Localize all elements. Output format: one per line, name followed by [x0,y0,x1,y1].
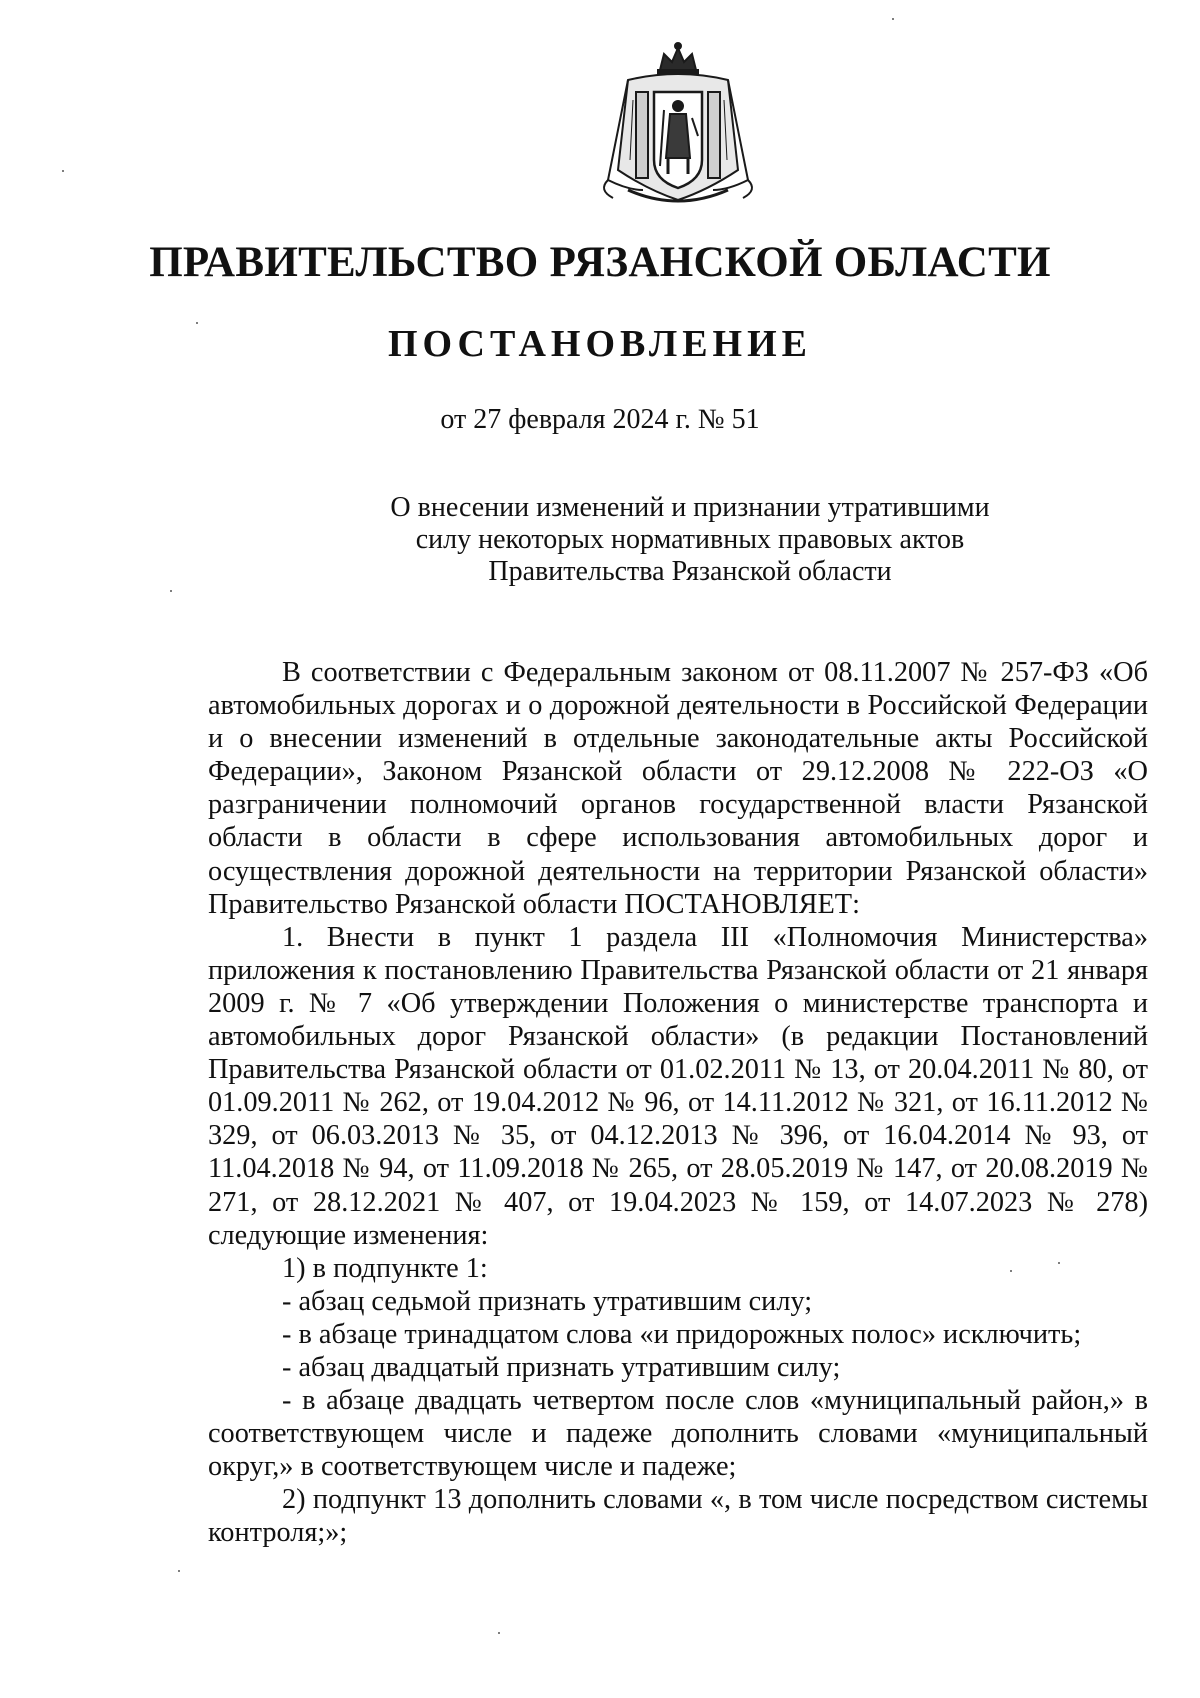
subject-line: Правительства Рязанской области [488,556,892,587]
scan-speck [170,590,172,592]
scan-speck [1058,1262,1060,1264]
subject-line: О внесении изменений и признании утратившими [390,492,990,523]
scan-speck [1010,1270,1012,1272]
document-type: ПОСТАНОВЛЕНИЕ [387,323,813,365]
preamble-paragraph: В соответствии с Федеральным законом от 08.11.2007 № 257-ФЗ «Об автомобильных дорогах и о дорожной деятельности в Российской Федерации и о внесении изменений в отдельные законодательные акты Российской Федерации», Законом Рязанской области от 29.12.2008 № 222-ОЗ «О разграничении полномочий органов государственной власти Рязанской области в области в сфере использования автомобильных дорог и осуществления дорожной деятельности на территории Рязанской области» Правительство Рязанской области ПОСТАНОВЛЯЕТ: [208,657,1148,920]
subclause-1-heading: 1) в подпункте 1: [282,1252,488,1284]
ryazan-coat-of-arms-icon [588,40,768,220]
document-subject [310,492,1070,588]
authority-title: ПРАВИТЕЛЬСТВО РЯЗАНСКОЙ ОБЛАСТИ [149,239,1051,286]
list-item: - абзац седьмой признать утратившим силу; [282,1285,813,1317]
list-item: - абзац двадцатый признать утратившим силу; [282,1351,841,1383]
list-item: - в абзаце двадцать четвертом после слов «муниципальный район,» в соответствующем числе и падеже дополнить словами «муниципальный округ,» в соответствующем числе и падеже; [208,1385,1148,1483]
document-body [208,656,1148,1550]
document-date-number: от 27 февраля 2024 г. № 51 [440,404,760,435]
list-item: - в абзаце тринадцатом слова «и придорожных полос» исключить; [282,1318,1082,1350]
clause-1-paragraph: 1. Внести в пункт 1 раздела III «Полномочия Министерства» приложения к постановлению Правительства Рязанской области от 21 января 2009 г. № 7 «Об утверждении Положения о министерстве транспорта и автомобильных дорог Рязанской области» (в редакции Постановлений Правительства Рязанской области от 01.02.2011 № 13, от 20.04.2011 № 80, от 01.09.2011 № 262, от 19.04.2012 № 96, от 14.11.2012 № 321, от 16.11.2012 № 329, от 06.03.2013 № 35, от 04.12.2013 № 396, от 16.04.2014 № 93, от 11.04.2018 № 94, от 11.09.2018 № 265, от 28.05.2019 № 147, от 20.08.2019 № 271, от 28.12.2021 № 407, от 19.04.2023 № 159, от 14.07.2023 № 278) следующие изменения: [208,921,1148,1251]
scan-speck [62,170,64,172]
subject-line: силу некоторых нормативных правовых актов [415,524,965,555]
scan-speck [498,1632,500,1634]
scan-speck [892,18,894,20]
scan-speck [178,1570,180,1572]
scan-speck [196,322,198,324]
subclause-2-paragraph: 2) подпункт 13 дополнить словами «, в том числе посредством системы контроля;»; [208,1484,1148,1549]
